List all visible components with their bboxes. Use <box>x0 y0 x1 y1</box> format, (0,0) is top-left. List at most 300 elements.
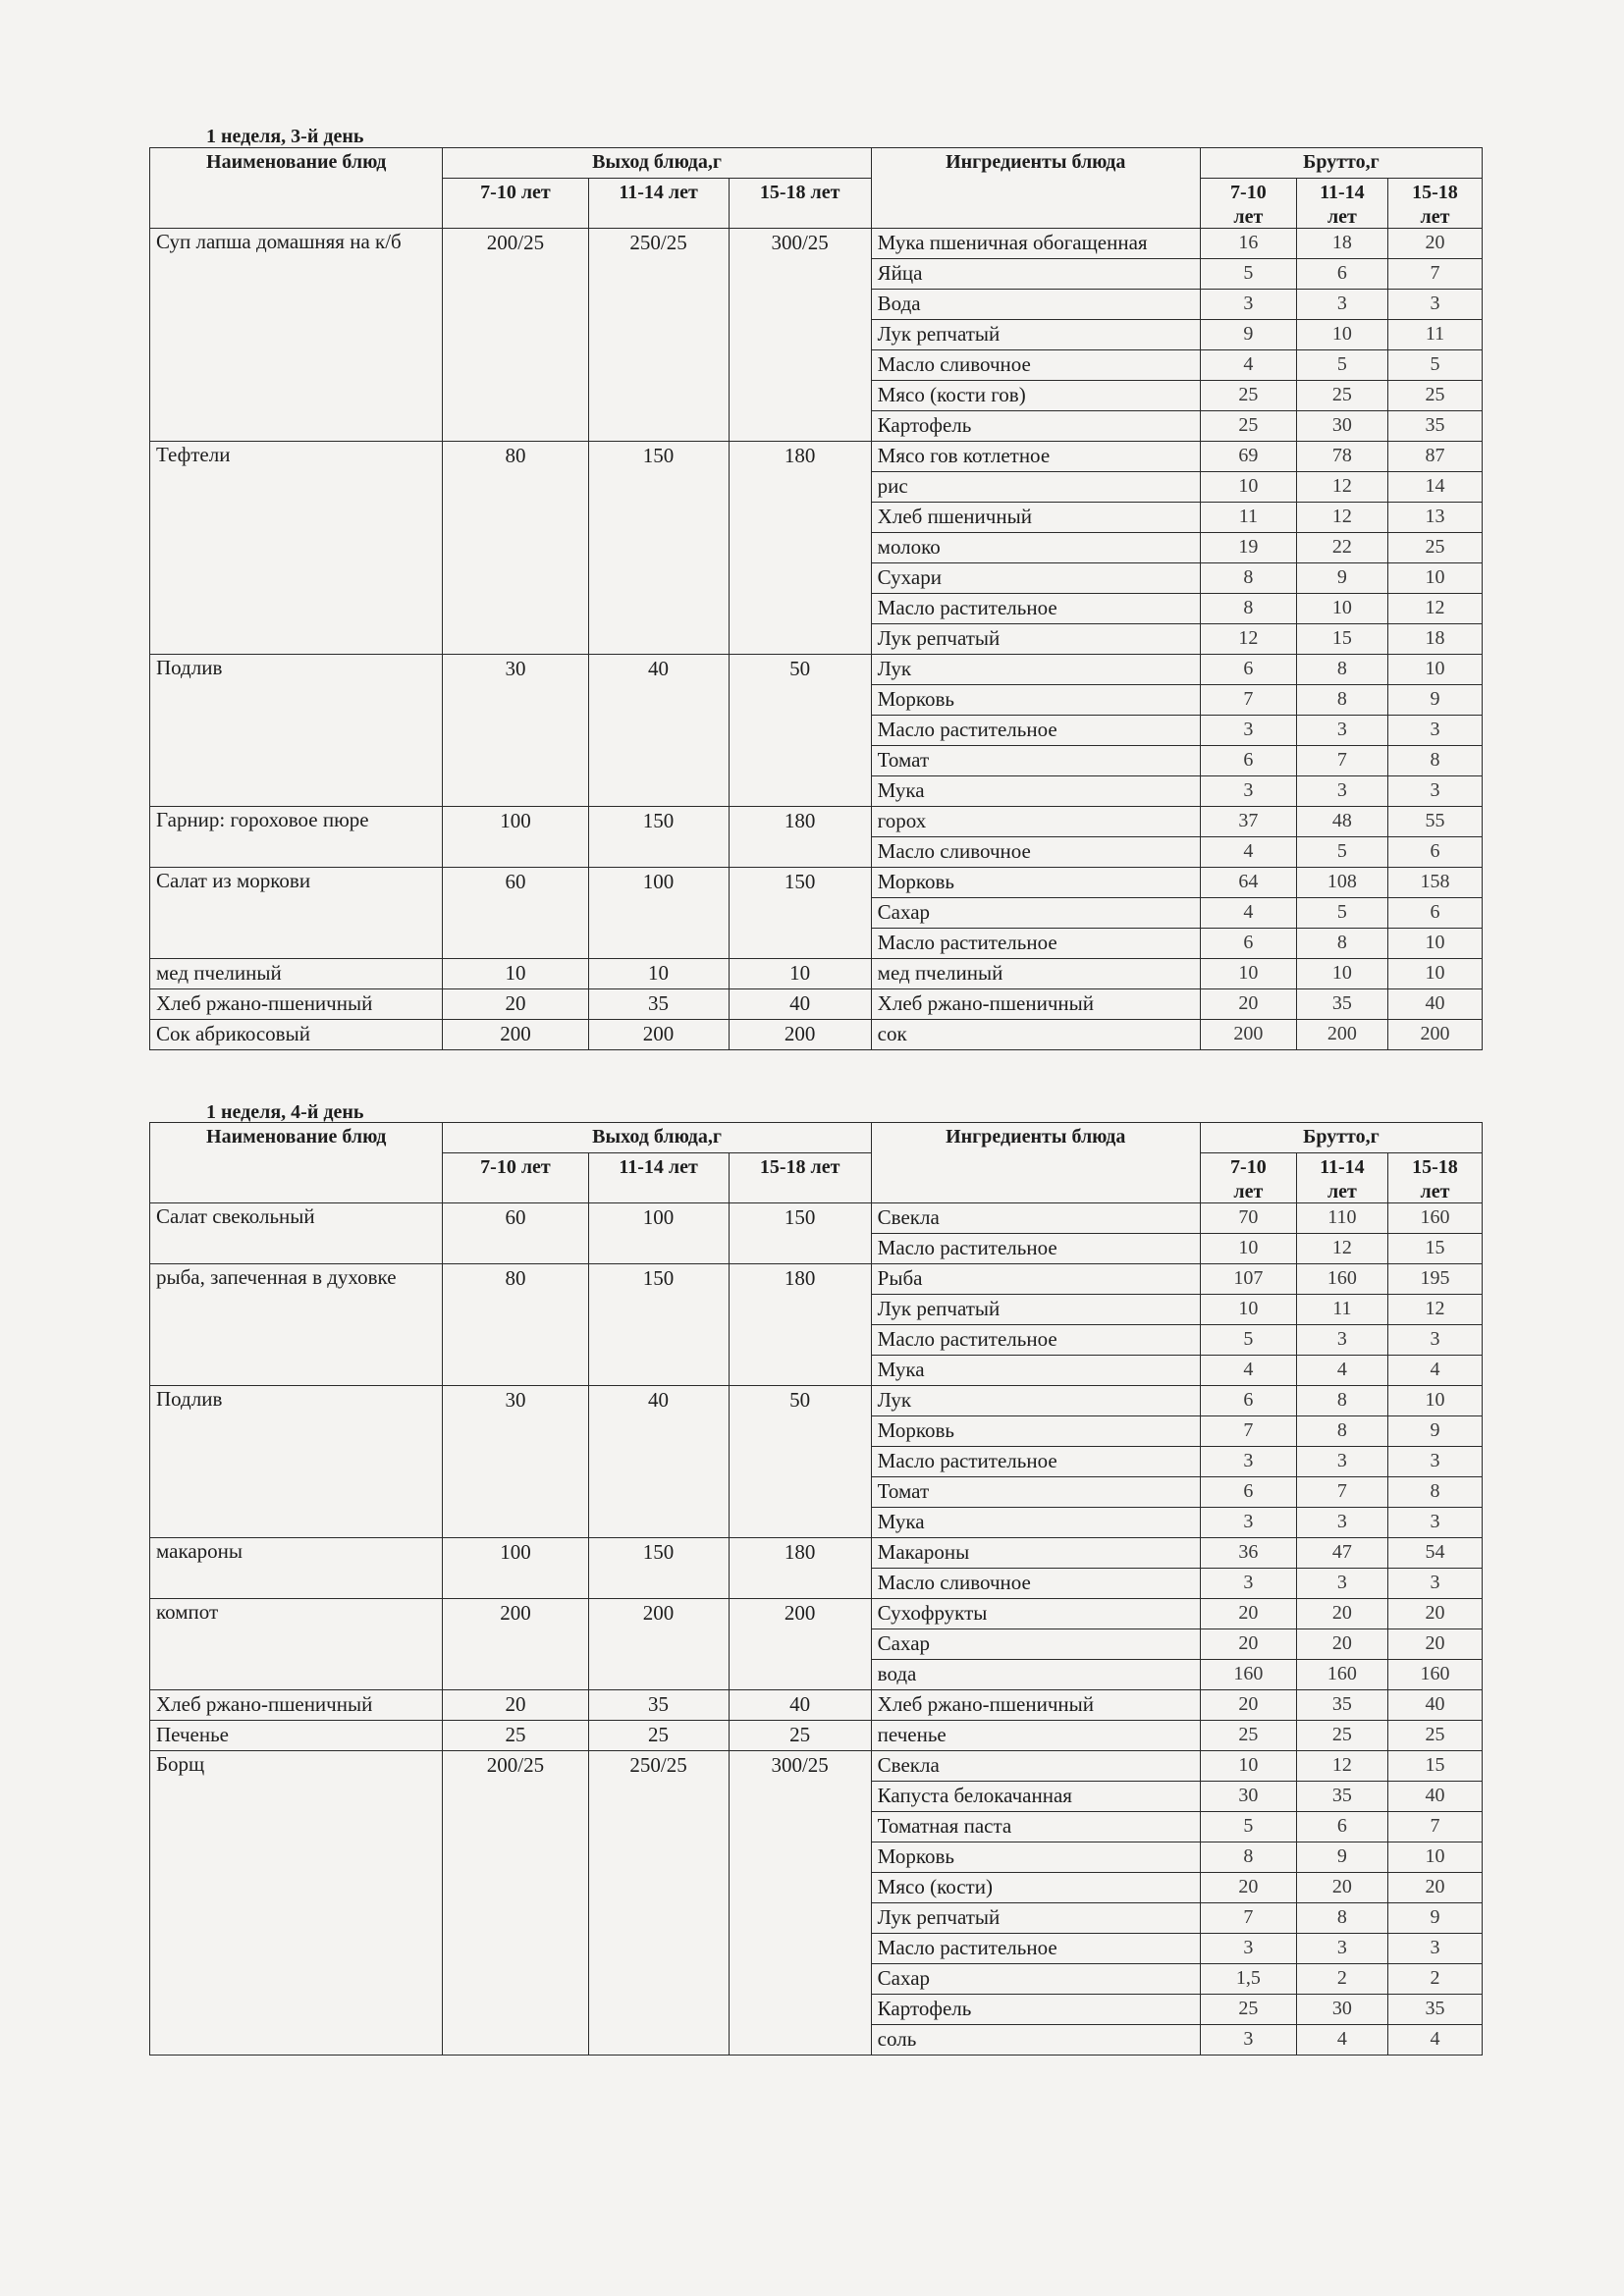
gross-value: 6 <box>1200 1477 1296 1508</box>
gross-value: 2 <box>1296 1964 1387 1995</box>
gross-header: Брутто,г <box>1200 148 1482 179</box>
dish-yield: 200/25 <box>443 1751 588 2056</box>
gross-value: 30 <box>1296 411 1387 442</box>
gross-value: 25 <box>1387 381 1482 411</box>
ingredient-name: Морковь <box>871 1416 1200 1447</box>
dish-header: Наименование блюд <box>150 148 443 229</box>
ingredient-name: соль <box>871 2025 1200 2056</box>
ingredient-name: Лук репчатый <box>871 320 1200 350</box>
ingredient-name: молоко <box>871 533 1200 563</box>
gross-value: 70 <box>1200 1203 1296 1234</box>
ingredient-name: Сахар <box>871 1629 1200 1660</box>
gross-value: 3 <box>1200 1447 1296 1477</box>
dish-name: Хлеб ржано-пшеничный <box>150 1690 443 1721</box>
dish-name: рыба, запеченная в духовке <box>150 1264 443 1386</box>
gross-value: 10 <box>1387 1386 1482 1416</box>
gross-value: 3 <box>1387 716 1482 746</box>
age-group-header: 11-14 лет <box>588 1153 729 1203</box>
gross-value: 9 <box>1387 1416 1482 1447</box>
gross-value: 64 <box>1200 868 1296 898</box>
dish-name: Салат из моркови <box>150 868 443 959</box>
ingredient-name: Рыба <box>871 1264 1200 1295</box>
gross-value: 195 <box>1387 1264 1482 1295</box>
ingredient-name: Мясо (кости гов) <box>871 381 1200 411</box>
ingredient-name: Хлеб ржано-пшеничный <box>871 1690 1200 1721</box>
gross-value: 10 <box>1387 929 1482 959</box>
dish-yield: 40 <box>729 1690 871 1721</box>
ingredient-name: Мука <box>871 776 1200 807</box>
gross-value: 3 <box>1387 776 1482 807</box>
ingredient-name: Томат <box>871 746 1200 776</box>
ingredient-name: Свекла <box>871 1203 1200 1234</box>
yield-header: Выход блюда,г <box>443 1123 871 1153</box>
dish-yield: 200 <box>443 1020 588 1050</box>
table-row <box>150 442 1483 472</box>
gross-value: 20 <box>1200 989 1296 1020</box>
gross-value: 8 <box>1387 1477 1482 1508</box>
gross-value: 20 <box>1200 1690 1296 1721</box>
dish-yield: 40 <box>588 1386 729 1538</box>
dish-name: Гарнир: гороховое пюре <box>150 807 443 868</box>
gross-value: 20 <box>1387 1629 1482 1660</box>
ingredient-name: Морковь <box>871 1842 1200 1873</box>
day-title: 1 неделя, 3-й день <box>206 126 364 147</box>
ingredient-name: Свекла <box>871 1751 1200 1782</box>
gross-value: 40 <box>1387 1782 1482 1812</box>
gross-value: 7 <box>1296 746 1387 776</box>
age-group-header: 7-10 лет <box>443 179 588 229</box>
gross-value: 9 <box>1296 563 1387 594</box>
gross-value: 7 <box>1387 259 1482 290</box>
header-row <box>150 1123 1483 1153</box>
dish-name: Салат свекольный <box>150 1203 443 1264</box>
gross-value: 6 <box>1387 837 1482 868</box>
ingredient-name: Картофель <box>871 1995 1200 2025</box>
gross-value: 12 <box>1296 1234 1387 1264</box>
gross-value: 35 <box>1296 989 1387 1020</box>
gross-value: 110 <box>1296 1203 1387 1234</box>
gross-value: 5 <box>1200 1325 1296 1356</box>
gross-value: 22 <box>1296 533 1387 563</box>
dish-name: Печенье <box>150 1721 443 1751</box>
gross-value: 20 <box>1387 1599 1482 1629</box>
gross-value: 18 <box>1296 229 1387 259</box>
gross-value: 3 <box>1387 1569 1482 1599</box>
dish-yield: 100 <box>443 1538 588 1599</box>
gross-age-header <box>1387 1153 1482 1203</box>
age-group-header: 15-18 лет <box>729 1153 871 1203</box>
ingredient-name: Хлеб пшеничный <box>871 503 1200 533</box>
dish-yield: 60 <box>443 868 588 959</box>
gross-value: 9 <box>1387 1903 1482 1934</box>
gross-value: 12 <box>1387 594 1482 624</box>
gross-value: 4 <box>1387 2025 1482 2056</box>
gross-value: 3 <box>1200 716 1296 746</box>
day-title: 1 неделя, 4-й день <box>206 1101 364 1123</box>
dish-name: макароны <box>150 1538 443 1599</box>
ingredient-name: Хлеб ржано-пшеничный <box>871 989 1200 1020</box>
age-group-header: 7-10 лет <box>443 1153 588 1203</box>
gross-value: 15 <box>1387 1234 1482 1264</box>
gross-value: 5 <box>1296 837 1387 868</box>
gross-value: 3 <box>1296 716 1387 746</box>
age-group-header: 11-14 лет <box>588 179 729 229</box>
gross-value: 3 <box>1200 290 1296 320</box>
gross-value: 8 <box>1387 746 1482 776</box>
gross-value: 9 <box>1387 685 1482 716</box>
gross-value: 5 <box>1200 1812 1296 1842</box>
ingredient-name: Масло растительное <box>871 1934 1200 1964</box>
gross-value: 9 <box>1296 1842 1387 1873</box>
gross-value: 3 <box>1296 776 1387 807</box>
header-row <box>150 148 1483 179</box>
dish-yield: 150 <box>729 1203 871 1264</box>
ingredient-name: Масло растительное <box>871 716 1200 746</box>
gross-age-range: 7-10 <box>1230 182 1267 203</box>
gross-value: 40 <box>1387 1690 1482 1721</box>
dish-yield: 100 <box>588 868 729 959</box>
gross-value: 3 <box>1200 1934 1296 1964</box>
gross-value: 7 <box>1200 1903 1296 1934</box>
dish-yield: 35 <box>588 989 729 1020</box>
ingredient-name: вода <box>871 1660 1200 1690</box>
gross-value: 40 <box>1387 989 1482 1020</box>
dish-yield: 150 <box>588 807 729 868</box>
table-row <box>150 1721 1483 1751</box>
gross-age-header <box>1387 179 1482 229</box>
gross-value: 12 <box>1200 624 1296 655</box>
dish-yield: 80 <box>443 1264 588 1386</box>
dish-yield: 10 <box>443 959 588 989</box>
gross-value: 25 <box>1296 1721 1387 1751</box>
gross-value: 3 <box>1200 1569 1296 1599</box>
dish-yield: 80 <box>443 442 588 655</box>
ingredient-name: Сахар <box>871 898 1200 929</box>
age-group-header: 15-18 лет <box>729 179 871 229</box>
gross-value: 11 <box>1296 1295 1387 1325</box>
gross-value: 10 <box>1200 1234 1296 1264</box>
gross-value: 1,5 <box>1200 1964 1296 1995</box>
gross-age-unit: лет <box>1326 206 1357 228</box>
dish-yield: 180 <box>729 442 871 655</box>
dish-yield: 10 <box>588 959 729 989</box>
dish-yield: 200/25 <box>443 229 588 442</box>
gross-value: 25 <box>1200 1721 1296 1751</box>
ingredient-name: Картофель <box>871 411 1200 442</box>
gross-value: 6 <box>1200 929 1296 959</box>
gross-value: 5 <box>1387 350 1482 381</box>
dish-yield: 10 <box>729 959 871 989</box>
gross-value: 20 <box>1296 1599 1387 1629</box>
dish-yield: 200 <box>588 1020 729 1050</box>
gross-value: 200 <box>1296 1020 1387 1050</box>
menu-table <box>149 147 1483 1050</box>
gross-value: 10 <box>1296 320 1387 350</box>
dish-yield: 150 <box>588 442 729 655</box>
gross-value: 8 <box>1296 929 1387 959</box>
gross-value: 12 <box>1296 503 1387 533</box>
gross-value: 6 <box>1387 898 1482 929</box>
gross-value: 3 <box>1296 290 1387 320</box>
gross-value: 6 <box>1296 1812 1387 1842</box>
dish-name: Хлеб ржано-пшеничный <box>150 989 443 1020</box>
gross-value: 10 <box>1387 959 1482 989</box>
gross-value: 8 <box>1296 1903 1387 1934</box>
ingredient-name: Масло сливочное <box>871 1569 1200 1599</box>
dish-yield: 100 <box>443 807 588 868</box>
gross-value: 18 <box>1387 624 1482 655</box>
ingredient-name: Мука <box>871 1356 1200 1386</box>
ingredient-name: Мука <box>871 1508 1200 1538</box>
ingredient-name: Мука пшеничная обогащенная <box>871 229 1200 259</box>
gross-value: 25 <box>1387 1721 1482 1751</box>
gross-value: 4 <box>1200 837 1296 868</box>
dish-yield: 50 <box>729 655 871 807</box>
gross-value: 25 <box>1200 1995 1296 2025</box>
gross-value: 7 <box>1387 1812 1482 1842</box>
dish-header: Наименование блюд <box>150 1123 443 1203</box>
gross-value: 8 <box>1200 1842 1296 1873</box>
gross-value: 3 <box>1200 1508 1296 1538</box>
dish-name: мед пчелиный <box>150 959 443 989</box>
gross-value: 35 <box>1296 1690 1387 1721</box>
table-row <box>150 1264 1483 1295</box>
gross-age-header <box>1200 1153 1296 1203</box>
gross-age-range: 7-10 <box>1230 1156 1267 1178</box>
gross-age-range: 15-18 <box>1412 1156 1458 1178</box>
ingredient-name: Масло растительное <box>871 1325 1200 1356</box>
gross-value: 3 <box>1296 1508 1387 1538</box>
dish-yield: 40 <box>588 655 729 807</box>
gross-value: 47 <box>1296 1538 1387 1569</box>
ingredient-name: Томат <box>871 1477 1200 1508</box>
gross-age-header <box>1296 179 1387 229</box>
table-row <box>150 1690 1483 1721</box>
gross-value: 8 <box>1296 655 1387 685</box>
gross-value: 87 <box>1387 442 1482 472</box>
gross-value: 7 <box>1296 1477 1387 1508</box>
table-row <box>150 1020 1483 1050</box>
gross-value: 4 <box>1200 350 1296 381</box>
dish-yield: 25 <box>588 1721 729 1751</box>
ingredient-name: Масло растительное <box>871 929 1200 959</box>
dish-yield: 300/25 <box>729 1751 871 2056</box>
gross-value: 37 <box>1200 807 1296 837</box>
gross-value: 3 <box>1200 776 1296 807</box>
gross-value: 3 <box>1387 1447 1482 1477</box>
gross-value: 48 <box>1296 807 1387 837</box>
gross-value: 3 <box>1387 1508 1482 1538</box>
dish-yield: 50 <box>729 1386 871 1538</box>
dish-yield: 150 <box>729 868 871 959</box>
gross-value: 200 <box>1387 1020 1482 1050</box>
ingredient-name: Масло растительное <box>871 1447 1200 1477</box>
gross-value: 8 <box>1200 563 1296 594</box>
ingredient-name: Морковь <box>871 685 1200 716</box>
ingredient-name: Томатная паста <box>871 1812 1200 1842</box>
table-row <box>150 655 1483 685</box>
gross-value: 25 <box>1200 411 1296 442</box>
gross-value: 6 <box>1200 655 1296 685</box>
dish-name: Суп лапша домашняя на к/б <box>150 229 443 442</box>
gross-value: 25 <box>1296 381 1387 411</box>
gross-value: 78 <box>1296 442 1387 472</box>
gross-value: 10 <box>1387 655 1482 685</box>
dish-yield: 150 <box>588 1538 729 1599</box>
gross-age-range: 11-14 <box>1320 182 1365 203</box>
dish-yield: 25 <box>443 1721 588 1751</box>
gross-value: 20 <box>1296 1873 1387 1903</box>
gross-value: 14 <box>1387 472 1482 503</box>
gross-value: 8 <box>1200 594 1296 624</box>
gross-value: 25 <box>1200 381 1296 411</box>
gross-value: 11 <box>1200 503 1296 533</box>
gross-value: 16 <box>1200 229 1296 259</box>
gross-value: 3 <box>1296 1447 1387 1477</box>
dish-yield: 30 <box>443 655 588 807</box>
gross-age-unit: лет <box>1233 1181 1264 1202</box>
table-row <box>150 1751 1483 1782</box>
dish-name: Сок абрикосовый <box>150 1020 443 1050</box>
gross-age-range: 11-14 <box>1320 1156 1365 1178</box>
gross-value: 20 <box>1200 1629 1296 1660</box>
dish-yield: 200 <box>443 1599 588 1690</box>
gross-value: 54 <box>1387 1538 1482 1569</box>
dish-yield: 40 <box>729 989 871 1020</box>
dish-yield: 180 <box>729 1538 871 1599</box>
dish-yield: 30 <box>443 1386 588 1538</box>
ingredient-name: горох <box>871 807 1200 837</box>
gross-value: 4 <box>1200 1356 1296 1386</box>
dish-yield: 250/25 <box>588 229 729 442</box>
ingredient-name: Лук репчатый <box>871 624 1200 655</box>
gross-value: 3 <box>1200 2025 1296 2056</box>
gross-value: 158 <box>1387 868 1482 898</box>
gross-value: 160 <box>1387 1660 1482 1690</box>
gross-value: 10 <box>1200 1295 1296 1325</box>
table-row <box>150 1386 1483 1416</box>
gross-value: 12 <box>1296 1751 1387 1782</box>
gross-value: 5 <box>1296 350 1387 381</box>
gross-value: 15 <box>1387 1751 1482 1782</box>
ingredient-name: Сухофрукты <box>871 1599 1200 1629</box>
gross-age-unit: лет <box>1420 206 1450 228</box>
gross-value: 160 <box>1296 1660 1387 1690</box>
gross-value: 30 <box>1200 1782 1296 1812</box>
dish-yield: 35 <box>588 1690 729 1721</box>
gross-value: 3 <box>1296 1569 1387 1599</box>
gross-value: 3 <box>1296 1325 1387 1356</box>
gross-value: 9 <box>1200 320 1296 350</box>
gross-value: 3 <box>1387 1325 1482 1356</box>
ingredient-name: рис <box>871 472 1200 503</box>
gross-value: 20 <box>1200 1599 1296 1629</box>
gross-value: 6 <box>1200 1386 1296 1416</box>
gross-value: 200 <box>1200 1020 1296 1050</box>
ingredient-name: Лук <box>871 655 1200 685</box>
gross-header: Брутто,г <box>1200 1123 1482 1153</box>
gross-value: 12 <box>1296 472 1387 503</box>
dish-name: Подлив <box>150 1386 443 1538</box>
table-row <box>150 229 1483 259</box>
gross-value: 3 <box>1296 1934 1387 1964</box>
ingredient-name: Мясо гов котлетное <box>871 442 1200 472</box>
gross-value: 107 <box>1200 1264 1296 1295</box>
gross-value: 35 <box>1296 1782 1387 1812</box>
gross-value: 160 <box>1296 1264 1387 1295</box>
gross-value: 4 <box>1296 1356 1387 1386</box>
gross-age-unit: лет <box>1233 206 1264 228</box>
dish-yield: 200 <box>729 1020 871 1050</box>
gross-value: 20 <box>1200 1873 1296 1903</box>
ingredient-name: сок <box>871 1020 1200 1050</box>
dish-yield: 200 <box>729 1599 871 1690</box>
yield-header: Выход блюда,г <box>443 148 871 179</box>
dish-yield: 20 <box>443 1690 588 1721</box>
gross-value: 13 <box>1387 503 1482 533</box>
menu-table <box>149 1122 1483 2056</box>
gross-value: 8 <box>1296 1386 1387 1416</box>
ingredient-name: Лук <box>871 1386 1200 1416</box>
ingredient-name: Масло растительное <box>871 1234 1200 1264</box>
gross-value: 10 <box>1387 563 1482 594</box>
ingredient-name: Вода <box>871 290 1200 320</box>
gross-value: 5 <box>1200 259 1296 290</box>
table-row <box>150 868 1483 898</box>
gross-value: 12 <box>1387 1295 1482 1325</box>
ingredient-name: Макароны <box>871 1538 1200 1569</box>
ingredient-name: Масло сливочное <box>871 837 1200 868</box>
ingredient-name: Лук репчатый <box>871 1295 1200 1325</box>
gross-value: 8 <box>1296 1416 1387 1447</box>
table-row <box>150 1538 1483 1569</box>
table-row <box>150 989 1483 1020</box>
dish-yield: 180 <box>729 807 871 868</box>
dish-name: компот <box>150 1599 443 1690</box>
gross-age-unit: лет <box>1326 1181 1357 1202</box>
gross-value: 4 <box>1387 1356 1482 1386</box>
gross-value: 108 <box>1296 868 1387 898</box>
gross-value: 6 <box>1200 746 1296 776</box>
table-row <box>150 1203 1483 1234</box>
dish-yield: 60 <box>443 1203 588 1264</box>
gross-value: 4 <box>1200 898 1296 929</box>
gross-value: 19 <box>1200 533 1296 563</box>
table-row <box>150 1599 1483 1629</box>
gross-age-header <box>1296 1153 1387 1203</box>
dish-yield: 200 <box>588 1599 729 1690</box>
gross-age-range: 15-18 <box>1412 182 1458 203</box>
gross-value: 6 <box>1296 259 1387 290</box>
dish-name: Подлив <box>150 655 443 807</box>
gross-value: 36 <box>1200 1538 1296 1569</box>
ingredient-name: Сахар <box>871 1964 1200 1995</box>
gross-value: 20 <box>1387 1873 1482 1903</box>
gross-value: 160 <box>1200 1660 1296 1690</box>
ingredient-name: Масло сливочное <box>871 350 1200 381</box>
gross-value: 2 <box>1387 1964 1482 1995</box>
ingredient-name: Масло растительное <box>871 594 1200 624</box>
dish-yield: 20 <box>443 989 588 1020</box>
gross-value: 55 <box>1387 807 1482 837</box>
gross-value: 7 <box>1200 685 1296 716</box>
ingredient-name: печенье <box>871 1721 1200 1751</box>
gross-value: 10 <box>1200 1751 1296 1782</box>
dish-yield: 150 <box>588 1264 729 1386</box>
gross-value: 35 <box>1387 411 1482 442</box>
ingredient-name: Лук репчатый <box>871 1903 1200 1934</box>
dish-yield: 300/25 <box>729 229 871 442</box>
